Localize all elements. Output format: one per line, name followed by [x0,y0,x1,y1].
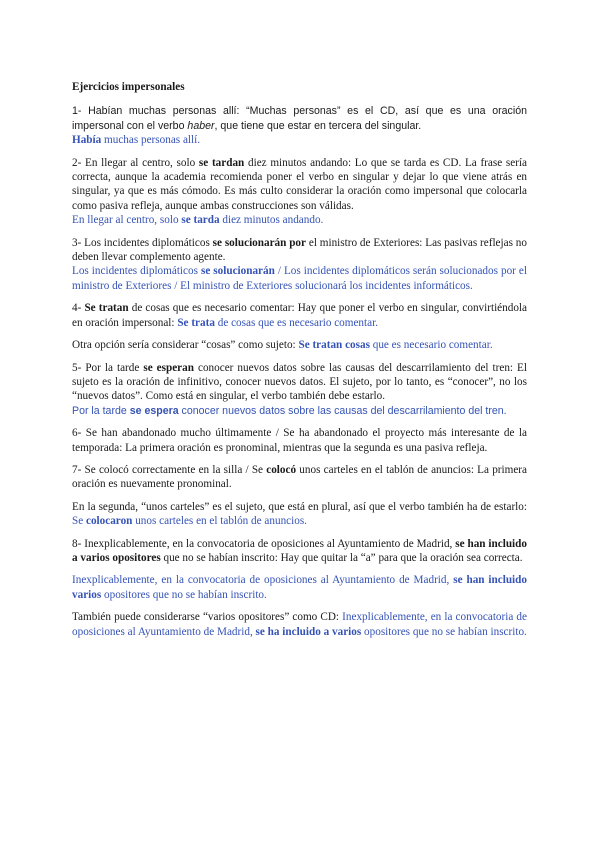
exercise-8-alternative-answer: Inexplicablemente, en la convocatoria de oposiciones al Ayuntamiento de Madrid, se ha incluido a varios opositores que no se habían inscrito. [72,611,527,638]
exercise-3 [72,236,527,294]
exercise-4-statement: 4- Se tratan de cosas que es necesario comentar: Hay que poner el verbo en singular, convirtiéndola en oración impersonal: Se trata de cosas que es necesario comentar. [72,302,528,329]
exercise-8-answer: Inexplicablemente, en la convocatoria de oposiciones al Ayuntamiento de Madrid, se han incluido varios opositores que no se habían inscrito. [72,574,527,601]
exercise-2-statement: 2- En llegar al centro, solo se tardan diez minutos andando: Lo que se tarda es CD. La frase sería correcta, aunque la academia recomienda poner el verbo en singular y dejar lo que viene atrás en singular, ya que es más cómodo. Es más culto considerar la oración como impersonal que colocarla como pasiva refleja, aunque ambas construcciones son válidas. [72,156,528,212]
exercise-1-statement: 1- Habían muchas personas allí: “Muchas personas” es el CD, así que es una oración impersonal con el verbo haber, que tiene que estar en tercera del singular. [72,105,527,132]
exercise-3-statement: 3- Los incidentes diplomáticos se solucionarán por el ministro de Exteriores: Las pasivas reflejas no deben llevar complemento agente. [72,236,527,264]
exercise-5-statement: 5- Por la tarde se esperan conocer nuevos datos sobre las causas del descarrilamiento del tren: El sujeto es la oración de infinitivo, conocer nuevos datos. El sujeto, por lo tanto, es “conocer”, no los “nuevos datos”. Como está en singular, el verbo también debe estarlo. [72,361,527,403]
document-page [72,80,527,647]
exercise-5 [72,361,527,419]
exercise-7 [72,463,527,529]
exercise-7-answer: Se colocaron unos carteles en el tablón de anuncios. [72,515,307,528]
exercise-8-statement: 8- Inexplicablemente, en la convocatoria de oposiciones al Ayuntamiento de Madrid, se han incluido a varios opositores que no se habían inscrito: Hay que quitar la “a” para que la oración sea correcta. [72,537,527,564]
exercise-2-answer: En llegar al centro, solo se tarda diez minutos andando. [72,214,324,227]
exercise-4-answer-verb: Se trata [177,316,215,329]
exercise-7-statement: 7- Se colocó correctamente en la silla / Se colocó unos carteles en el tablón de anuncios: La primera oración es nuevamente pronominal. [72,463,527,491]
exercise-4-alternative: Otra opción sería considerar “cosas” como sujeto: Se tratan cosas que es necesario comentar. [72,339,493,352]
document-title: Ejercicios impersonales [72,81,185,93]
exercise-8-alternative: También puede considerarse “varios opositores” como CD: Inexplicablemente, en la convocatoria de oposiciones al Ayuntamiento de Madrid, se ha incluido a varios opositores que no se habían inscrito. [72,611,527,638]
exercise-6 [72,426,527,455]
exercise-1-answer: Había muchas personas allí. [72,134,201,147]
exercise-5-answer: Por la tarde se espera conocer nuevos datos sobre las causas del descarrilamiento del tren. [72,404,507,417]
exercise-8 [72,537,527,639]
exercise-1 [72,104,527,147]
exercise-4 [72,301,527,352]
exercise-4-answer: de cosas que es necesario comentar. [214,316,379,329]
exercise-2 [72,156,527,228]
exercise-6-statement: 6- Se han abandonado mucho últimamente / Se ha abandonado el proyecto más interesante de la temporada: La primera oración es pronominal, mientras que la segunda es una pasiva refleja. [72,427,527,454]
exercise-7-followup: En la segunda, “unos carteles” es el sujeto, que está en plural, así que el verbo también ha de estarlo: Se colocaron unos carteles en el tablón de anuncios. [72,500,527,528]
exercise-3-answer: Los incidentes diplomáticos se solucionarán / Los incidentes diplomáticos serán solucionados por el ministro de Exteriores / El ministro de Exteriores solucionará los incidentes informáticos. [72,265,527,292]
